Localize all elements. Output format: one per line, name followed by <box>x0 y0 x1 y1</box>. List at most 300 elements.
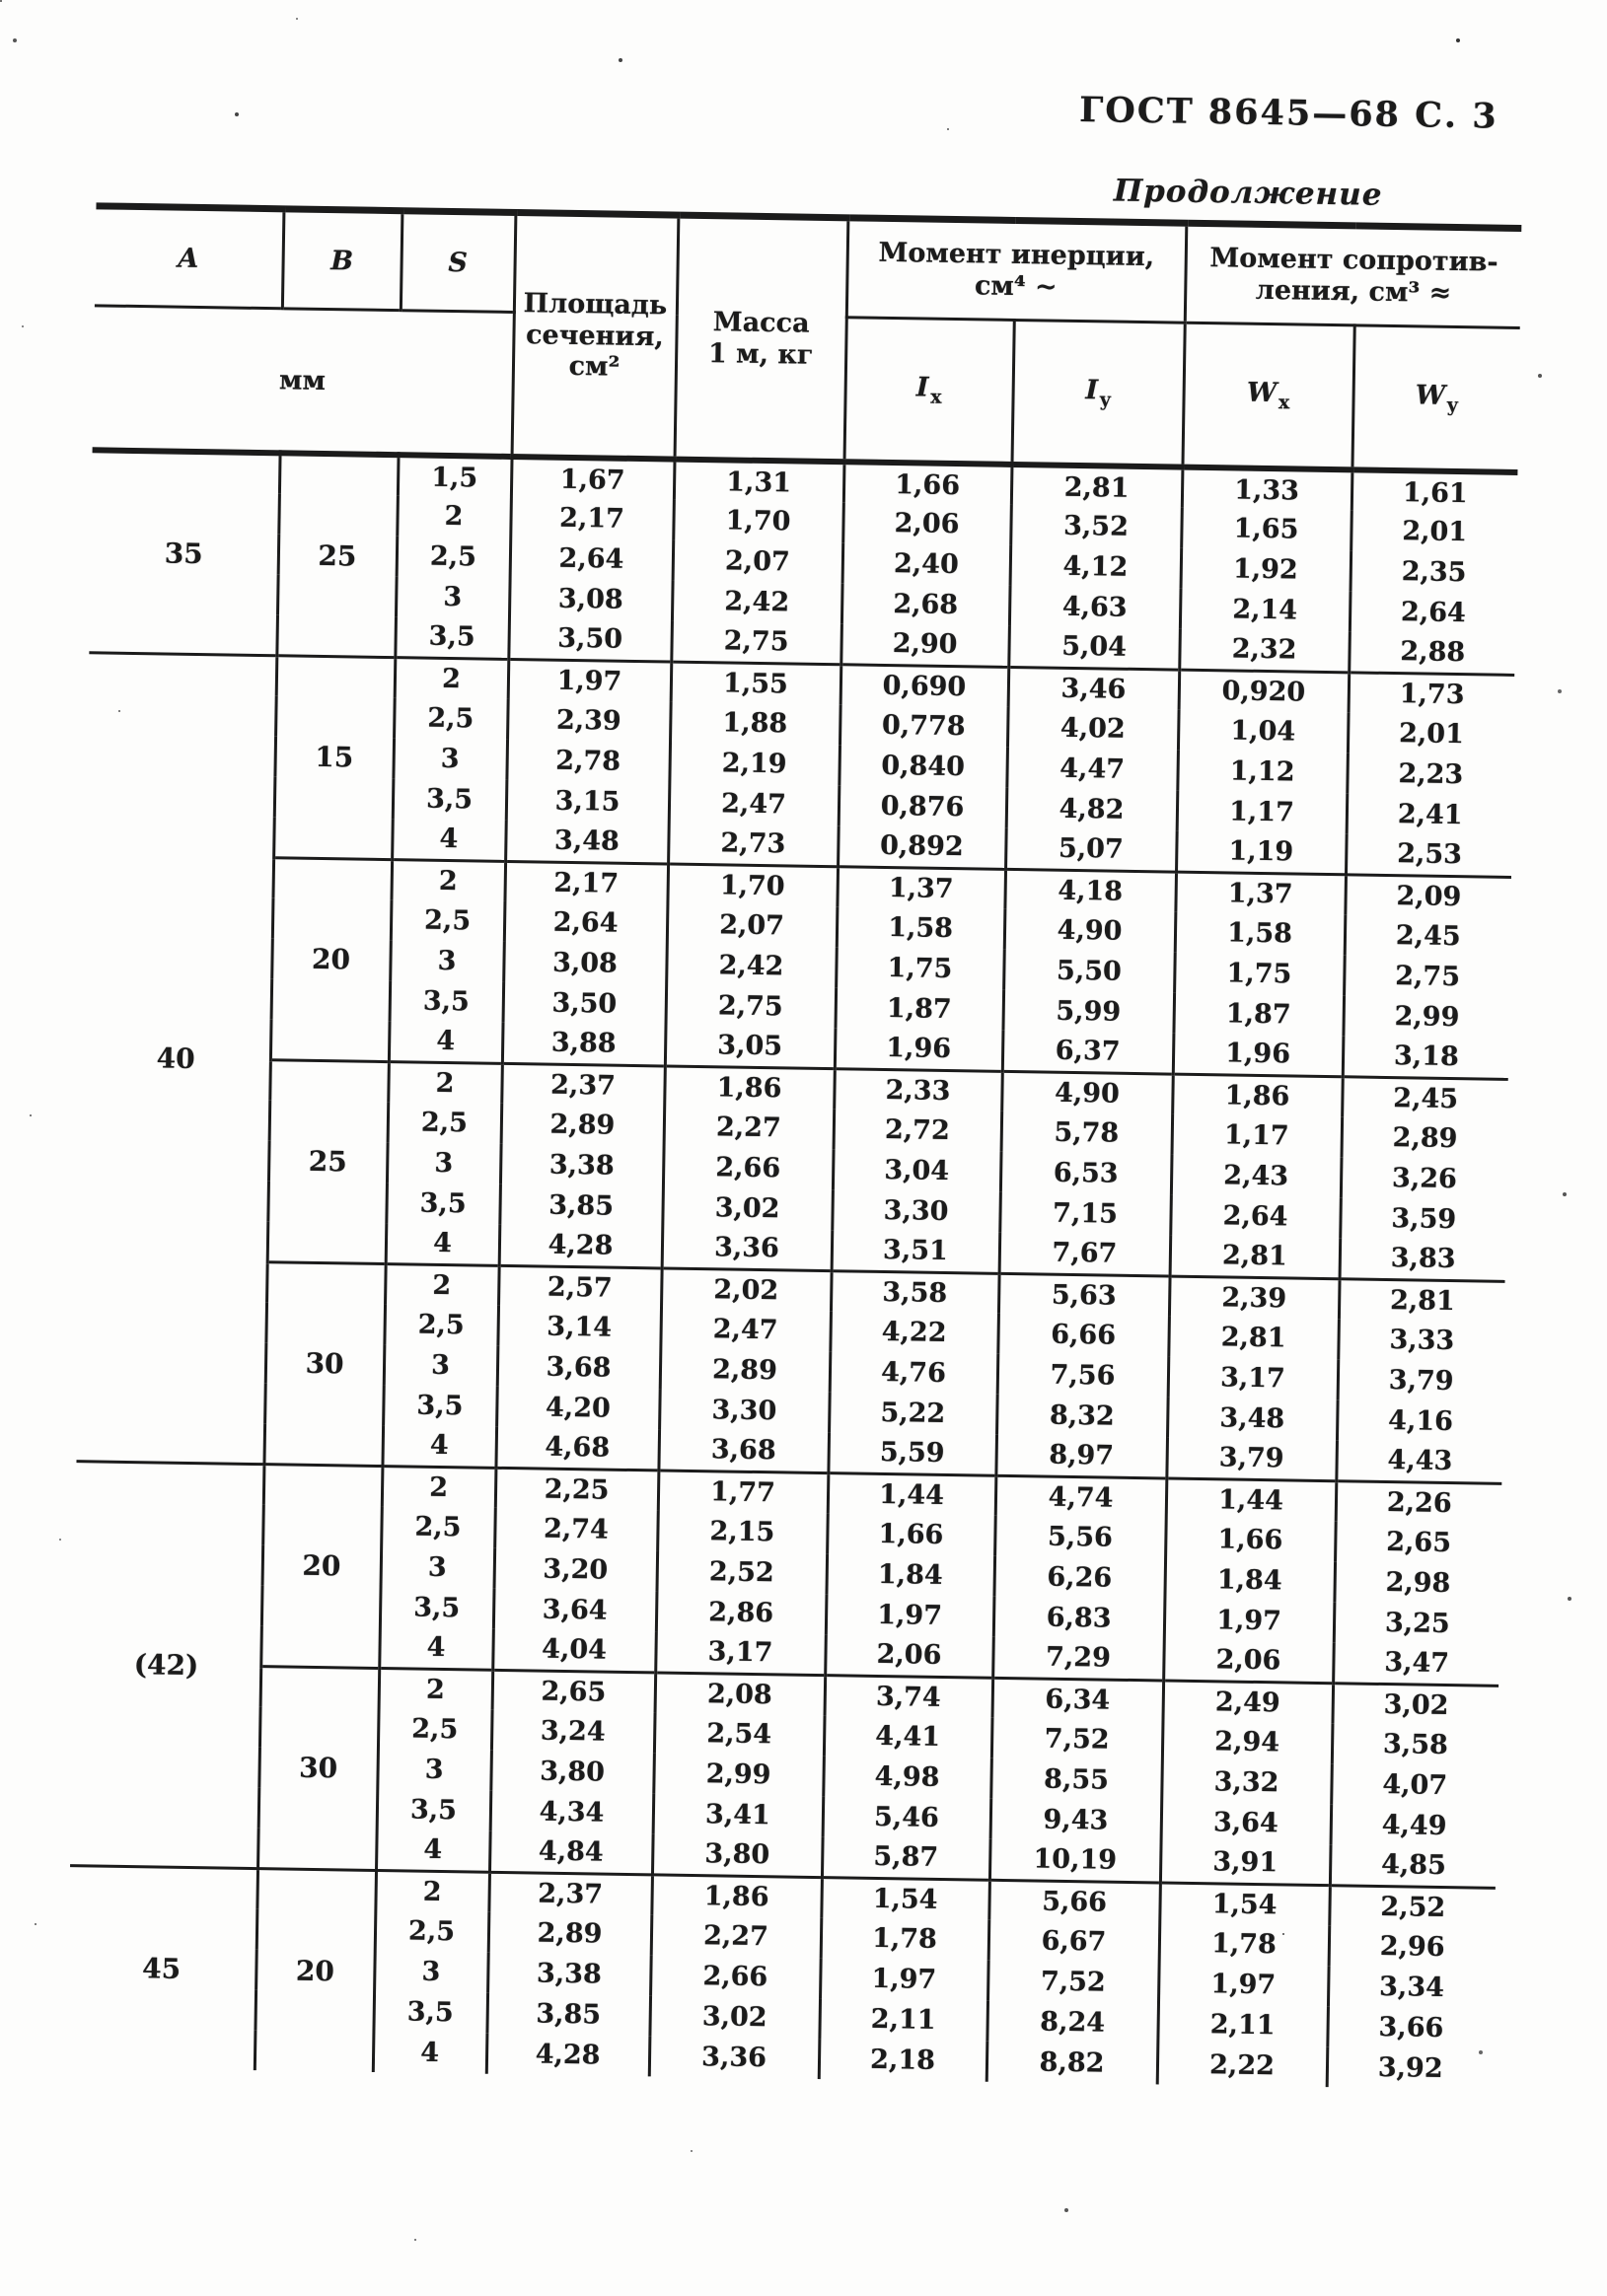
cell-ix: 2,33 <box>834 1068 1002 1112</box>
cell-s: 2,5 <box>397 536 511 578</box>
cell-pl: 3,14 <box>497 1306 661 1349</box>
cell-ma: 3,30 <box>659 1389 830 1432</box>
cell-b-value: 15 <box>273 655 395 859</box>
cell-s: 3 <box>387 1142 501 1184</box>
cell-ix: 5,22 <box>829 1392 997 1435</box>
cell-wx: 2,32 <box>1179 629 1350 673</box>
cell-s: 3,5 <box>393 778 507 821</box>
cell-ma: 3,02 <box>662 1186 833 1230</box>
cell-ma: 2,07 <box>667 904 838 948</box>
cell-wy: 1,61 <box>1351 469 1518 513</box>
cell-pl: 4,04 <box>492 1629 656 1673</box>
cell-iy: 5,78 <box>1001 1112 1173 1155</box>
cell-iy: 6,34 <box>992 1678 1164 1721</box>
cell-wy: 3,33 <box>1338 1319 1504 1362</box>
cell-wy: 2,01 <box>1351 510 1517 553</box>
cell-b-value: 30 <box>263 1261 385 1466</box>
cell-ix: 2,72 <box>834 1109 1002 1152</box>
cell-wx: 1,17 <box>1172 1114 1343 1158</box>
cell-ix: 0,892 <box>838 825 1006 869</box>
cell-wy: 2,99 <box>1343 995 1509 1039</box>
cell-wx: 1,92 <box>1181 548 1351 592</box>
area-line2: сечения, <box>525 319 665 352</box>
cell-ix: 0,840 <box>839 745 1007 788</box>
cell-wx: 3,79 <box>1166 1438 1337 1481</box>
cell-wx: 1,87 <box>1173 993 1344 1037</box>
cell-s: 2 <box>391 859 505 901</box>
cell-wy: 2,23 <box>1347 753 1513 796</box>
group-header-inertia <box>846 218 1187 323</box>
cell-wx: 1,97 <box>1164 1600 1335 1643</box>
cell-iy: 9,43 <box>990 1799 1162 1842</box>
cell-wx: 1,37 <box>1175 872 1346 915</box>
cell-pl: 2,17 <box>510 497 674 540</box>
cell-s: 2 <box>397 495 511 538</box>
cell-iy: 5,99 <box>1002 990 1174 1034</box>
cell-iy: 4,12 <box>1010 545 1182 589</box>
cell-ix: 4,22 <box>830 1311 998 1354</box>
mass-line1: Масса <box>712 306 810 339</box>
cell-ma: 2,19 <box>669 743 840 786</box>
cell-ix: 5,87 <box>822 1836 990 1880</box>
table-header <box>93 206 1522 472</box>
cell-pl: 3,50 <box>503 982 667 1026</box>
cell-ma: 1,55 <box>671 662 841 705</box>
cell-iy: 4,74 <box>995 1475 1167 1519</box>
cell-pl: 3,24 <box>491 1710 655 1754</box>
cell-ix: 1,96 <box>835 1028 1003 1071</box>
wx-symbol: W <box>1246 377 1278 409</box>
cell-pl: 2,65 <box>492 1670 656 1713</box>
cell-iy: 8,55 <box>990 1758 1162 1802</box>
cell-wy: 2,52 <box>1329 1885 1496 1928</box>
wy-symbol: W <box>1415 380 1446 412</box>
cell-s: 2,5 <box>391 899 505 942</box>
cell-wy: 3,02 <box>1332 1683 1498 1726</box>
cell-ix: 4,76 <box>830 1351 998 1395</box>
cell-ix: 1,66 <box>843 462 1012 505</box>
cell-pl: 2,89 <box>501 1104 665 1147</box>
ix-symbol: I <box>915 372 929 403</box>
cell-pl: 4,20 <box>496 1387 660 1430</box>
cell-ix: 3,04 <box>833 1149 1001 1192</box>
cell-ix: 5,59 <box>828 1432 996 1475</box>
cell-wy: 4,16 <box>1337 1399 1503 1443</box>
cell-ma: 2,89 <box>660 1348 831 1392</box>
cell-wx: 3,32 <box>1161 1760 1332 1804</box>
cell-ix: 1,75 <box>836 947 1004 990</box>
cell-ix: 4,98 <box>823 1756 991 1799</box>
cell-s: 3,5 <box>377 1789 491 1831</box>
cell-s: 3 <box>374 1951 488 1993</box>
cell-ix: 3,58 <box>831 1270 999 1314</box>
cell-s: 3 <box>377 1749 491 1791</box>
cell-s: 2 <box>395 657 509 699</box>
cell-s: 2 <box>388 1061 502 1104</box>
cell-ix: 1,78 <box>821 1917 989 1961</box>
cell-iy: 7,67 <box>999 1233 1171 1276</box>
cell-wx: 3,91 <box>1160 1841 1331 1885</box>
cell-s: 3 <box>393 738 507 780</box>
cell-wy: 3,66 <box>1327 2006 1494 2049</box>
cell-ix: 2,06 <box>825 1634 993 1678</box>
cell-ma: 2,66 <box>663 1146 834 1189</box>
cell-s: 3,5 <box>373 1991 487 2034</box>
cell-wy: 2,65 <box>1335 1521 1501 1564</box>
cell-ma: 3,41 <box>653 1793 824 1836</box>
cell-wy: 4,07 <box>1331 1763 1497 1807</box>
cell-ma: 1,31 <box>674 460 844 503</box>
cell-iy: 4,02 <box>1007 707 1179 751</box>
cell-iy: 5,63 <box>998 1273 1170 1317</box>
cell-s: 3 <box>390 940 504 982</box>
cell-iy: 8,24 <box>986 2001 1158 2045</box>
col-header-wy <box>1351 325 1519 472</box>
cell-wy: 2,41 <box>1347 793 1513 836</box>
cell-wx: 1,66 <box>1165 1519 1336 1562</box>
cell-pl: 3,64 <box>493 1589 657 1632</box>
mass-line2: 1 м, кг <box>707 337 814 371</box>
cell-b-value: 20 <box>255 1868 376 2072</box>
cell-ma: 2,27 <box>664 1106 835 1149</box>
cell-wy: 1,73 <box>1349 672 1515 715</box>
table-body <box>67 450 1518 2089</box>
cell-ix: 1,97 <box>820 1958 988 2001</box>
col-header-ix <box>844 318 1014 465</box>
cell-wy: 3,47 <box>1333 1642 1499 1686</box>
inertia-line2: см⁴ ~ <box>974 270 1058 303</box>
cell-ma: 1,70 <box>673 500 843 543</box>
scan-noise <box>0 0 2 2</box>
cell-wx: 0,920 <box>1179 670 1350 713</box>
cell-ma: 1,77 <box>658 1470 829 1513</box>
cell-iy: 8,82 <box>986 2042 1158 2085</box>
cell-wx: 2,64 <box>1170 1195 1341 1239</box>
cell-wy: 3,26 <box>1341 1157 1507 1200</box>
cell-wy: 3,18 <box>1343 1036 1509 1079</box>
cell-b-value: 20 <box>270 857 392 1061</box>
cell-pl: 2,78 <box>506 740 670 783</box>
cell-pl: 4,28 <box>499 1225 663 1268</box>
cell-ix: 0,876 <box>839 785 1007 828</box>
continuation-label: Продолжение <box>1113 173 1383 213</box>
cell-s: 4 <box>389 1021 503 1063</box>
cell-wx: 2,94 <box>1162 1720 1333 1763</box>
cell-ix: 1,37 <box>837 866 1005 909</box>
cell-pl: 3,15 <box>506 780 670 824</box>
cell-ma: 2,66 <box>650 1955 821 1998</box>
cell-pl: 2,57 <box>498 1265 662 1309</box>
cell-a-value: 40 <box>76 652 276 1464</box>
cell-iy: 6,53 <box>1000 1152 1172 1195</box>
cell-a-value: 35 <box>164 537 203 570</box>
cell-s: 1,5 <box>398 455 512 497</box>
group-header-resistance <box>1185 223 1522 327</box>
ix-subscript: x <box>930 386 942 408</box>
cell-s: 2,5 <box>384 1304 498 1346</box>
cell-wx: 3,48 <box>1167 1398 1338 1441</box>
cell-iy: 5,66 <box>988 1880 1160 1923</box>
cell-s: 4 <box>379 1627 493 1670</box>
cell-s: 4 <box>392 819 506 861</box>
cell-wx: 1,86 <box>1172 1074 1343 1117</box>
cell-wx: 1,58 <box>1175 912 1346 956</box>
cell-iy: 5,04 <box>1008 626 1180 670</box>
cell-wy: 2,53 <box>1346 833 1512 877</box>
cell-ix: 2,40 <box>842 542 1011 586</box>
cell-s: 2 <box>385 1263 499 1306</box>
cell-ma: 2,15 <box>657 1510 828 1553</box>
cell-wy: 4,49 <box>1331 1804 1497 1847</box>
cell-s: 4 <box>376 1830 490 1872</box>
cell-s: 4 <box>382 1425 496 1468</box>
cell-wx: 2,81 <box>1168 1317 1339 1360</box>
cell-iy: 7,15 <box>999 1192 1171 1236</box>
cell-wy: 3,59 <box>1340 1197 1506 1241</box>
cell-s: 3 <box>396 576 510 618</box>
dimension-table <box>67 202 1522 2089</box>
resist-line2: ления, см³ ≈ <box>1255 274 1452 309</box>
cell-b-value: 20 <box>260 1464 382 1668</box>
cell-wy: 3,92 <box>1327 2046 1494 2090</box>
cell-wx: 1,19 <box>1176 831 1347 875</box>
cell-ix: 2,90 <box>840 623 1009 667</box>
cell-pl: 3,20 <box>494 1548 658 1592</box>
cell-ma: 1,86 <box>664 1065 835 1109</box>
cell-wx: 1,12 <box>1177 751 1348 794</box>
cell-iy: 6,37 <box>1002 1031 1174 1074</box>
col-header-iy <box>1011 320 1184 466</box>
cell-ma: 2,07 <box>673 540 843 584</box>
cell-b-value: 25 <box>276 453 398 657</box>
cell-s: 2 <box>379 1668 493 1710</box>
cell-ix: 1,44 <box>828 1472 996 1516</box>
cell-ix: 0,690 <box>840 664 1009 707</box>
cell-ix: 1,87 <box>835 987 1003 1031</box>
cell-ix: 1,54 <box>821 1877 989 1920</box>
cell-wx: 1,84 <box>1164 1559 1335 1603</box>
cell-wx: 2,22 <box>1157 2044 1328 2087</box>
cell-pl: 1,67 <box>511 457 675 500</box>
cell-wy: 2,89 <box>1342 1116 1508 1160</box>
cell-wy: 4,85 <box>1330 1844 1497 1888</box>
cell-s: 3,5 <box>395 616 509 659</box>
cell-iy: 6,67 <box>988 1920 1160 1964</box>
cell-iy: 6,83 <box>993 1597 1165 1640</box>
cell-pl: 2,25 <box>495 1468 659 1511</box>
cell-ix: 1,58 <box>837 906 1005 950</box>
col-header-mm: мм <box>93 306 514 457</box>
cell-ma: 2,99 <box>653 1753 824 1796</box>
cell-pl: 2,64 <box>510 538 674 581</box>
cell-iy: 7,56 <box>997 1354 1169 1398</box>
cell-ma: 2,75 <box>666 984 837 1028</box>
cell-pl: 2,74 <box>494 1508 658 1551</box>
cell-ma: 2,52 <box>656 1550 827 1594</box>
cell-pl: 3,08 <box>503 942 667 985</box>
cell-wy: 2,45 <box>1345 914 1511 958</box>
cell-pl: 3,68 <box>497 1346 661 1390</box>
cell-b-value: 30 <box>257 1666 379 1870</box>
cell-pl: 4,68 <box>495 1427 659 1471</box>
cell-wy: 3,34 <box>1328 1966 1495 2009</box>
col-header-s: S <box>401 211 516 313</box>
cell-pl: 3,08 <box>509 578 673 621</box>
cell-ma: 1,88 <box>670 702 840 746</box>
cell-iy: 4,63 <box>1009 586 1181 629</box>
inertia-line1: Момент инерции, <box>878 237 1155 272</box>
cell-wy: 2,88 <box>1349 631 1515 675</box>
cell-wy: 3,79 <box>1338 1359 1504 1402</box>
col-header-area <box>512 213 679 460</box>
cell-a-value: 45 <box>67 1865 257 2070</box>
cell-wy: 2,64 <box>1350 591 1516 634</box>
cell-s: 4 <box>373 2032 487 2074</box>
cell-ma: 2,47 <box>660 1308 831 1351</box>
cell-ma: 1,70 <box>667 864 838 907</box>
cell-wx: 2,11 <box>1157 2003 1328 2046</box>
cell-iy: 7,29 <box>992 1637 1164 1681</box>
cell-ix: 3,30 <box>832 1189 1000 1233</box>
cell-wy: 3,25 <box>1334 1602 1500 1645</box>
cell-pl: 2,37 <box>501 1063 665 1107</box>
cell-wx: 2,49 <box>1163 1681 1334 1724</box>
cell-ma: 2,86 <box>656 1591 827 1634</box>
cell-pl: 3,50 <box>508 618 672 662</box>
cell-wy: 2,81 <box>1339 1278 1505 1322</box>
cell-wx: 2,81 <box>1170 1236 1341 1279</box>
cell-s: 2,5 <box>378 1708 492 1751</box>
cell-pl: 4,34 <box>490 1791 654 1834</box>
cell-iy: 4,90 <box>1004 909 1176 953</box>
cell-wx: 1,97 <box>1158 1963 1329 2006</box>
cell-wy: 2,98 <box>1334 1561 1500 1605</box>
cell-ix: 3,51 <box>832 1230 1000 1273</box>
cell-pl: 3,85 <box>486 1993 650 2037</box>
cell-wy: 2,09 <box>1345 874 1511 917</box>
cell-ma: 3,68 <box>658 1429 829 1472</box>
cell-ix: 5,46 <box>823 1796 991 1839</box>
cell-a-value: (42) <box>70 1461 263 1868</box>
cell-pl: 4,84 <box>489 1831 653 1875</box>
cell-ix: 4,41 <box>824 1715 992 1758</box>
iy-subscript: y <box>1099 389 1112 411</box>
cell-s: 3 <box>384 1344 498 1387</box>
cell-iy: 10,19 <box>989 1839 1161 1883</box>
doc-reference: ГОСТ 8645—68 С. 3 <box>1078 89 1499 137</box>
cell-wy: 2,45 <box>1342 1076 1508 1119</box>
cell-s: 2,5 <box>375 1910 489 1953</box>
cell-ix: 2,11 <box>819 1998 987 2042</box>
cell-wy: 2,96 <box>1329 1925 1496 1969</box>
cell-wx: 1,75 <box>1174 953 1345 996</box>
cell-b-value: 25 <box>267 1059 389 1263</box>
cell-iy: 5,07 <box>1005 828 1177 872</box>
col-header-a: A <box>95 206 284 309</box>
cell-pl: 2,17 <box>504 861 668 904</box>
cell-pl: 3,38 <box>500 1144 664 1187</box>
cell-ix: 0,778 <box>840 704 1008 748</box>
cell-ma: 3,36 <box>662 1227 833 1270</box>
cell-wx: 3,17 <box>1168 1357 1339 1400</box>
cell-wx: 3,64 <box>1161 1801 1332 1844</box>
cell-iy: 2,81 <box>1011 465 1183 508</box>
cell-s: 3 <box>381 1546 495 1589</box>
cell-s: 3,5 <box>383 1385 497 1427</box>
cell-wx: 1,54 <box>1159 1882 1330 1925</box>
cell-wy: 2,01 <box>1348 712 1514 755</box>
area-line3: см² <box>568 351 621 384</box>
cell-s: 2,5 <box>388 1102 502 1144</box>
cell-wx: 1,44 <box>1166 1478 1337 1522</box>
cell-wx: 2,14 <box>1180 589 1351 632</box>
cell-wx: 2,06 <box>1163 1640 1334 1684</box>
col-header-mass <box>675 215 848 462</box>
cell-pl: 3,88 <box>502 1023 666 1066</box>
cell-ma: 2,42 <box>666 945 837 988</box>
cell-pl: 4,28 <box>486 2034 650 2077</box>
cell-iy: 6,66 <box>997 1314 1169 1357</box>
cell-wx: 1,96 <box>1173 1034 1344 1077</box>
cell-s: 3,5 <box>386 1183 500 1225</box>
cell-pl: 2,89 <box>488 1912 652 1956</box>
cell-wy: 3,83 <box>1340 1238 1506 1281</box>
cell-iy: 8,97 <box>995 1435 1167 1478</box>
cell-ma: 3,05 <box>665 1025 836 1068</box>
cell-iy: 5,56 <box>994 1516 1166 1559</box>
cell-wy: 2,26 <box>1336 1480 1502 1524</box>
cell-ma: 3,80 <box>652 1833 823 1877</box>
cell-iy: 4,82 <box>1006 788 1178 831</box>
cell-s: 2 <box>375 1870 489 1912</box>
cell-ix: 1,84 <box>826 1553 994 1597</box>
cell-wx: 1,65 <box>1181 508 1351 551</box>
cell-wy: 2,35 <box>1351 550 1517 594</box>
cell-ma: 2,27 <box>651 1914 822 1958</box>
cell-pl: 3,80 <box>490 1751 654 1794</box>
wx-subscript: x <box>1278 391 1290 414</box>
cell-iy: 4,18 <box>1004 869 1176 912</box>
cell-iy: 7,52 <box>987 1961 1159 2004</box>
cell-ix: 2,06 <box>842 502 1011 545</box>
cell-wx: 2,43 <box>1171 1155 1342 1198</box>
col-header-b: B <box>282 209 402 311</box>
cell-wx: 1,04 <box>1178 710 1349 753</box>
cell-pl: 1,97 <box>508 659 672 702</box>
cell-s: 2 <box>382 1466 496 1508</box>
cell-ma: 3,36 <box>649 2036 820 2079</box>
col-header-wx <box>1182 323 1353 469</box>
cell-iy: 6,26 <box>993 1556 1165 1600</box>
cell-wy: 2,75 <box>1344 955 1510 998</box>
cell-s: 2,5 <box>394 697 508 740</box>
cell-ma: 2,75 <box>671 621 841 665</box>
cell-iy: 4,90 <box>1001 1071 1173 1114</box>
cell-s: 2,5 <box>381 1506 495 1548</box>
cell-wy: 3,58 <box>1332 1723 1498 1766</box>
cell-wx: 1,33 <box>1182 467 1352 511</box>
cell-pl: 2,37 <box>488 1872 652 1915</box>
cell-wx: 2,39 <box>1169 1276 1340 1320</box>
cell-wx: 1,17 <box>1177 791 1348 834</box>
iy-symbol: I <box>1085 375 1099 406</box>
cell-ix: 1,97 <box>826 1594 994 1637</box>
cell-iy: 5,50 <box>1003 950 1175 993</box>
cell-ma: 2,42 <box>672 581 842 624</box>
cell-iy: 3,46 <box>1008 667 1180 710</box>
cell-pl: 3,48 <box>505 821 669 864</box>
cell-s: 3,5 <box>380 1587 494 1629</box>
